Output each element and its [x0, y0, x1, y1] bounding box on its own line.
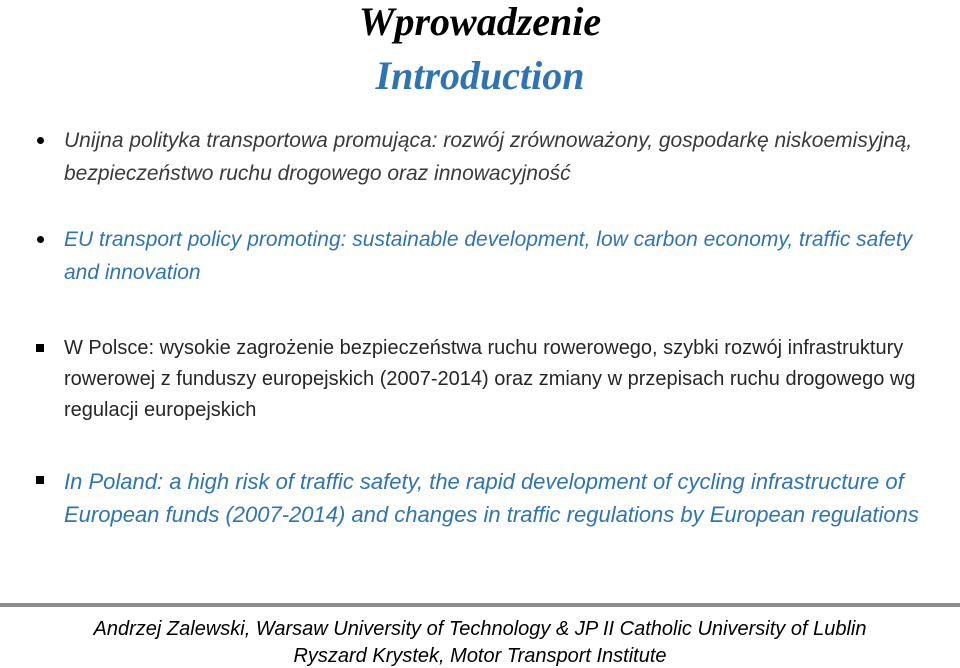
- bullet-text: EU transport policy promoting: sustainable development, low carbon economy, traffic safety and innovation: [64, 228, 913, 284]
- bullet-policy-english: [64, 223, 934, 289]
- bullet-text: In Poland: a high risk of traffic safety, the rapid development of cycling infrastructure of European funds (2007-2014) and changes in traffic regulations by European regulations: [64, 469, 919, 527]
- bullet-square-icon: [36, 476, 44, 484]
- title-english: Introduction: [375, 53, 585, 98]
- footer-institute: Ryszard Krystek, Motor Transport Institute: [293, 645, 667, 667]
- bullet-dot-icon: [37, 236, 44, 243]
- bullet-poland-english: [64, 465, 934, 531]
- bullet-text: Unijna polityka transportowa promująca: rozwój zrównoważony, gospodarkę niskoemisyjną, bezpieczeństwo ruchu drogowego oraz innowacyjność: [64, 129, 913, 185]
- bullet-dot-icon: [37, 137, 44, 144]
- bullet-square-icon: [36, 344, 44, 352]
- footer-divider: [0, 603, 960, 607]
- bullet-poland-polish: [64, 333, 934, 426]
- title-polish: Wprowadzenie: [358, 0, 602, 44]
- bullet-policy-polish: [64, 124, 934, 190]
- bullet-text: W Polsce: wysokie zagrożenie bezpieczeństwa ruchu rowerowego, szybki rozwój infrastruktury rowerowej z funduszy europejskich (2007-2014) oraz zmiany w przepisach ruchu drogowego wg regulacji europejskich: [64, 337, 916, 421]
- footer-authors: Andrzej Zalewski, Warsaw University of Technology & JP II Catholic University of Lublin: [93, 618, 867, 640]
